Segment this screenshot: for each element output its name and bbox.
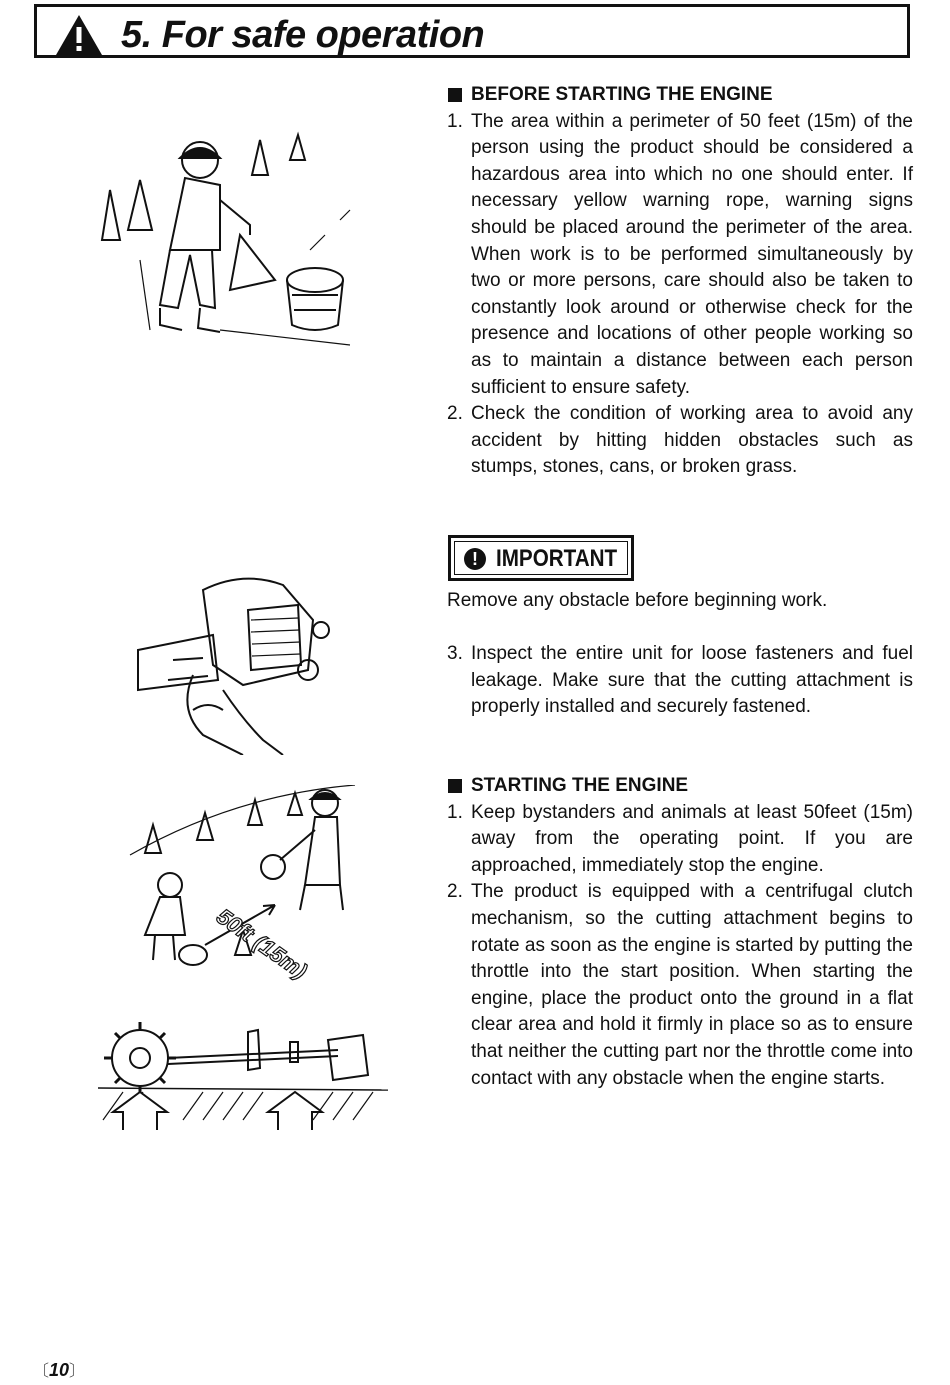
item-number: 2. bbox=[447, 403, 463, 425]
worker-clearing-area-illustration bbox=[100, 130, 360, 360]
section-starting-engine bbox=[447, 773, 913, 1092]
item-text: Check the condition of working area to avoid any accident by hitting hidden obstacles such as stumps, stones, cans, or broken grass. bbox=[471, 403, 913, 478]
important-notice-box bbox=[448, 535, 634, 581]
square-bullet-icon bbox=[448, 779, 462, 793]
section-header bbox=[34, 4, 910, 58]
traffic-cone-icon bbox=[252, 140, 268, 175]
list-item bbox=[447, 879, 913, 1092]
inspection-item bbox=[447, 641, 913, 721]
list-item bbox=[447, 109, 913, 402]
warning-triangle-icon bbox=[55, 14, 103, 56]
important-label: IMPORTANT bbox=[496, 545, 618, 572]
traffic-cone-icon bbox=[290, 135, 305, 160]
item-number: 2. bbox=[447, 881, 463, 903]
page-title: 5. For safe operation bbox=[121, 14, 485, 56]
item-text: Inspect the entire unit for loose fasteners and fuel leakage. Make sure that the cutting attachment is properly installed and securely fastened. bbox=[471, 643, 913, 718]
section-heading bbox=[447, 82, 913, 109]
page-number bbox=[33, 1358, 85, 1381]
cutter-on-ground-illustration bbox=[98, 1020, 388, 1130]
traffic-cone-icon bbox=[128, 180, 152, 230]
list-item bbox=[447, 401, 913, 481]
engine-inspection-illustration bbox=[133, 570, 333, 755]
section-before-starting bbox=[447, 82, 913, 481]
safe-distance-illustration bbox=[125, 785, 365, 985]
list-item bbox=[447, 800, 913, 880]
distance-label: 50ft (15m) bbox=[212, 903, 312, 984]
traffic-cone-icon bbox=[102, 190, 120, 240]
item-number: 1. bbox=[447, 801, 463, 823]
heading-text: BEFORE STARTING THE ENGINE bbox=[471, 84, 773, 105]
item-text: The product is equipped with a centrifugal clutch mechanism, so the cutting attachment begins to rotate as soon as the engine is started by putting the throttle into the start position. When starting the engine, place the product onto the ground in a flat clear area and hold it firmly in place so as to ensure that neither the cutting part nor the throttle come into contact with any obstacle when the engine starts. bbox=[471, 881, 913, 1089]
bracket-right: 〕 bbox=[69, 1363, 86, 1380]
exclamation-icon: ! bbox=[464, 548, 486, 570]
item-number: 1. bbox=[447, 110, 463, 132]
item-text: The area within a perimeter of 50 feet (15m) of the person using the product should be considered a hazardous area into which no one should enter. If necessary yellow warning rope, warning signs should be placed around the perimeter of the area. When work is to be performed simultaneously by two or more persons, care should also be taken to constantly look around or otherwise check for the presence and locations of other people working so as to maintain a distance between each person sufficient to ensure safety. bbox=[471, 110, 913, 398]
heading-text: STARTING THE ENGINE bbox=[471, 775, 689, 796]
list-item bbox=[447, 641, 913, 721]
item-text: Keep bystanders and animals at least 50feet (15m) away from the operating point. If you are approached, immediately stop the engine. bbox=[471, 801, 913, 876]
item-number: 3. bbox=[447, 643, 463, 664]
page-number-value: 10 bbox=[49, 1360, 70, 1380]
section-heading bbox=[447, 773, 913, 800]
bracket-left: 〔 bbox=[33, 1363, 50, 1380]
square-bullet-icon bbox=[448, 88, 462, 102]
important-text: Remove any obstacle before beginning work. bbox=[447, 590, 828, 611]
